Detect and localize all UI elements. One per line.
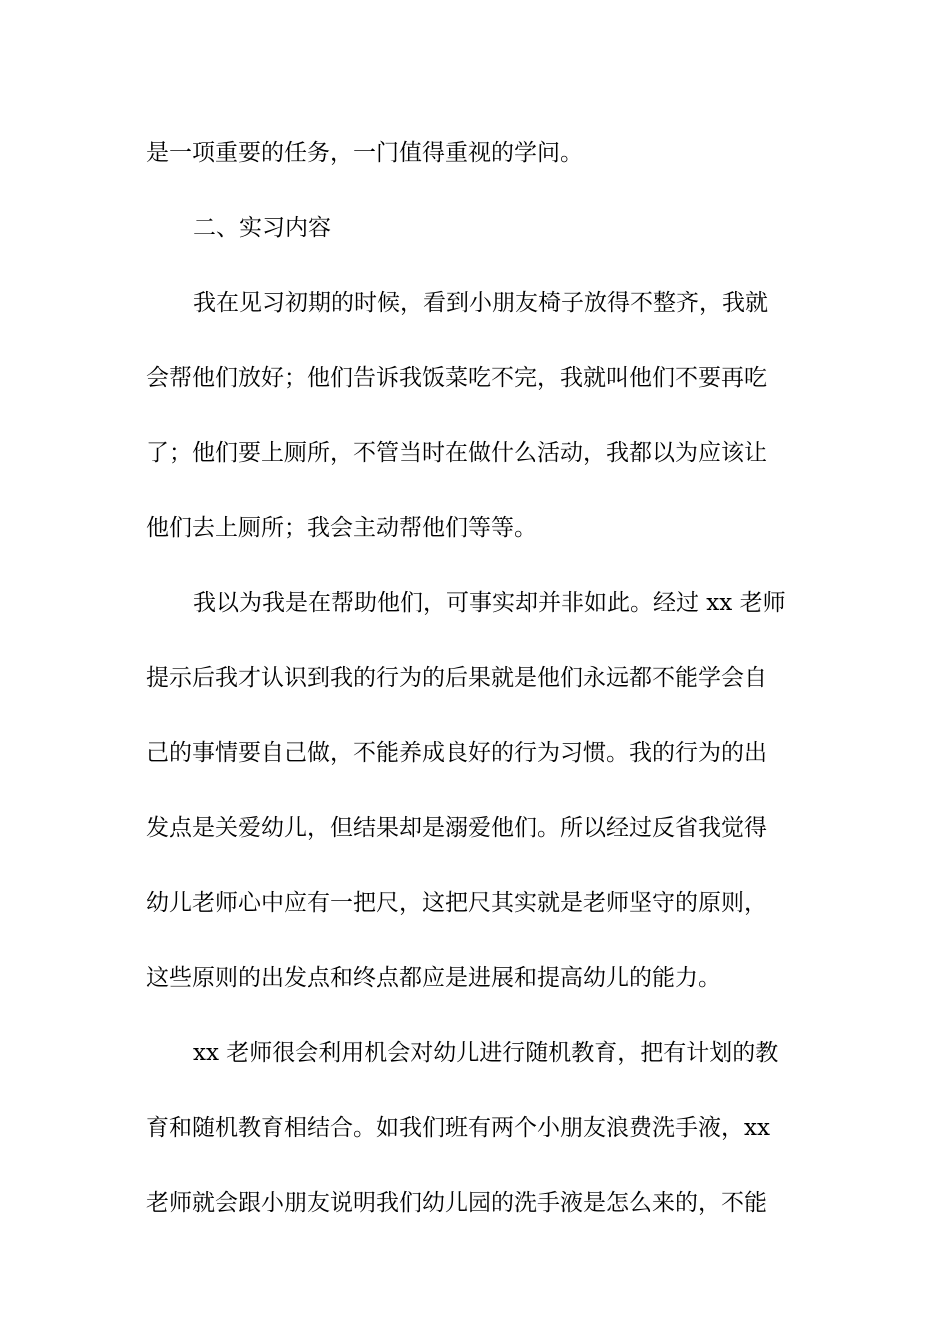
text-line: 老师就会跟小朋友说明我们幼儿园的洗手液是怎么来的，不能 xyxy=(146,1190,767,1216)
text-line: 他们去上厕所；我会主动帮他们等等。 xyxy=(146,515,537,541)
text-line: 提示后我才认识到我的行为的后果就是他们永远都不能学会自 xyxy=(146,665,767,691)
text-line: 我以为我是在帮助他们，可事实却并非如此。经过 xx 老师 xyxy=(193,590,786,616)
text-line: 育和随机教育相结合。如我们班有两个小朋友浪费洗手液，xx xyxy=(146,1115,770,1141)
text-line: 发点是关爱幼儿，但结果却是溺爱他们。所以经过反省我觉得 xyxy=(146,815,767,841)
text-line: 会帮他们放好；他们告诉我饭菜吃不完，我就叫他们不要再吃 xyxy=(146,365,767,391)
text-line: xx 老师很会利用机会对幼儿进行随机教育，把有计划的教 xyxy=(193,1040,779,1066)
text-line: 是一项重要的任务，一门值得重视的学问。 xyxy=(146,140,583,166)
body-text xyxy=(146,130,806,1255)
text-line: 己的事情要自己做，不能养成良好的行为习惯。我的行为的出 xyxy=(146,740,767,766)
section-heading: 二、实习内容 xyxy=(193,215,331,241)
text-line: 了；他们要上厕所，不管当时在做什么活动，我都以为应该让 xyxy=(146,440,767,466)
text-line: 这些原则的出发点和终点都应是进展和提高幼儿的能力。 xyxy=(146,965,721,991)
text-line: 我在见习初期的时候，看到小朋友椅子放得不整齐，我就 xyxy=(193,290,768,316)
text-line: 幼儿老师心中应有一把尺，这把尺其实就是老师坚守的原则， xyxy=(146,890,767,916)
